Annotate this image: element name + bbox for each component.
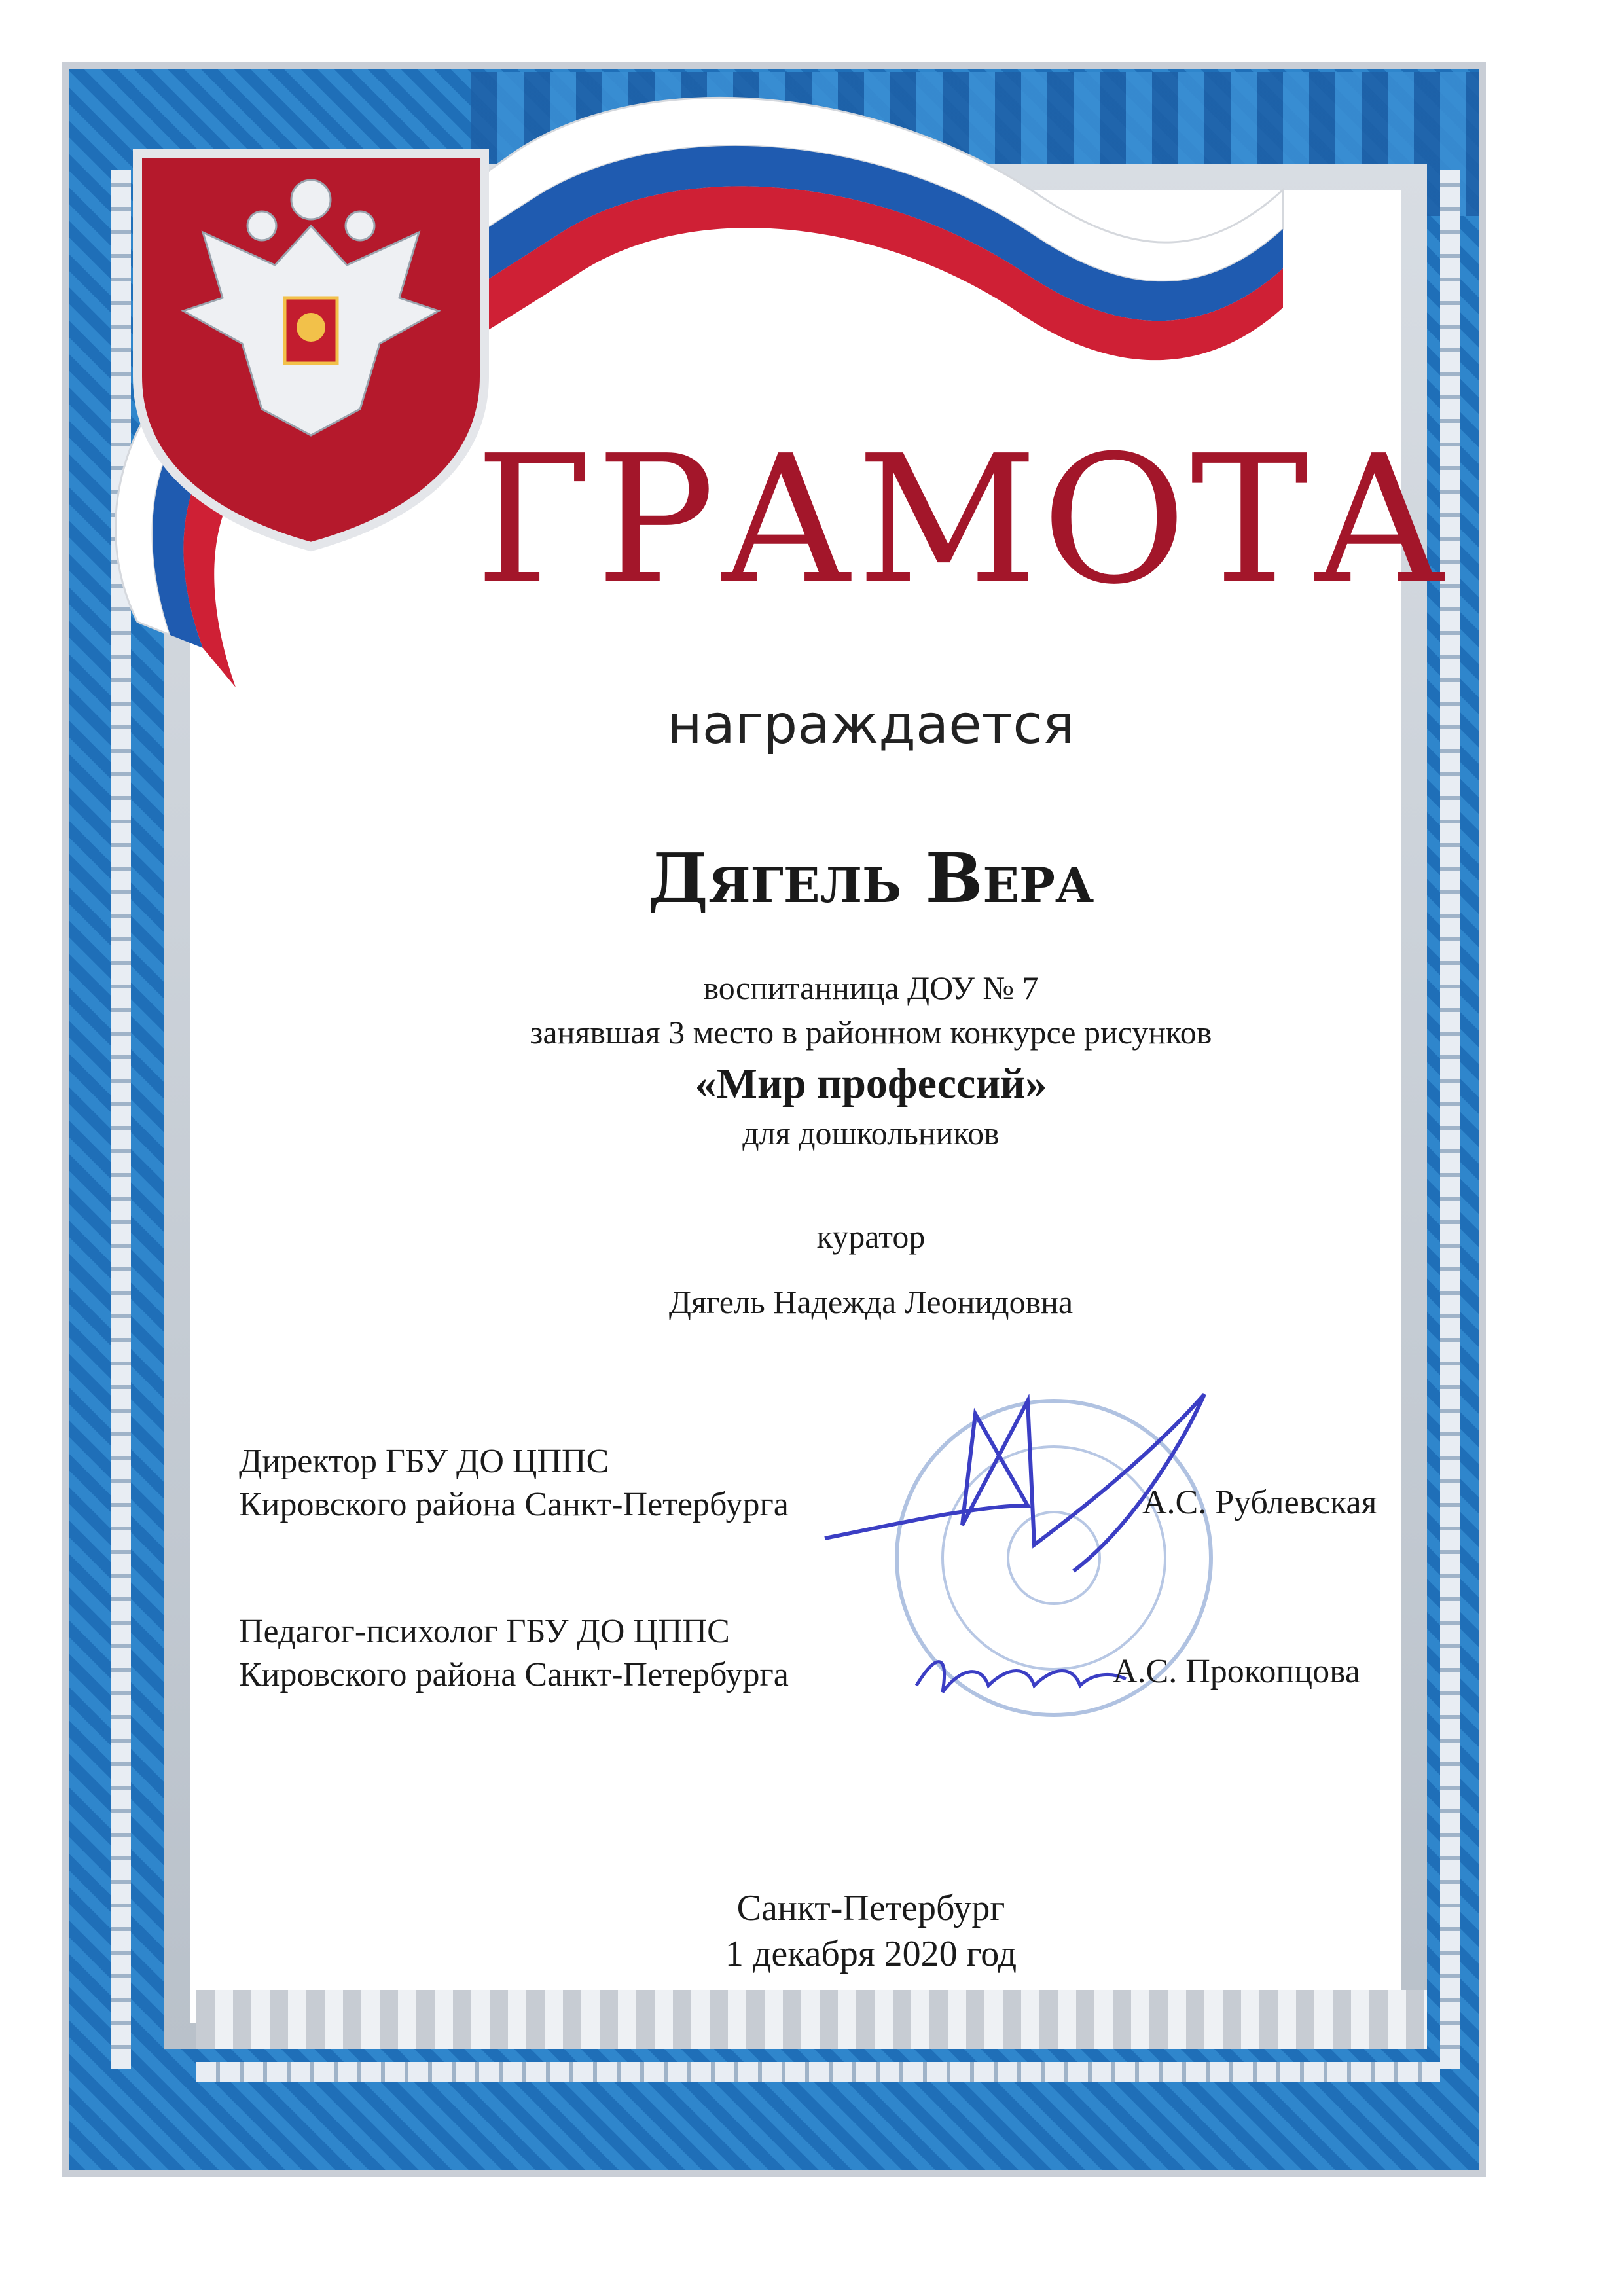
certificate-title: ГРАМОТА [475,417,1451,623]
signatory-2-name: А.С. Прокопцова [1113,1653,1361,1690]
recipient-description: воспитанница ДОУ № 7 [703,969,1039,1006]
signatory-2-position: Педагог-психолог ГБУ ДО ЦППС Кировского района Санкт-Петербурга [239,1613,789,1693]
footer-city: Санкт-Петербург [736,1888,1005,1928]
signature-1 [812,1375,1218,1584]
recipient-name: Дягель Вера [647,838,1094,918]
contest-name: «Мир профессий» [695,1060,1047,1108]
bottom-chain-ornament [196,2062,1440,2082]
signatory-1-name: А.С. Рублевская [1142,1484,1377,1521]
signatory-1-position: Директор ГБУ ДО ЦППС Кировского района Санкт-Петербурга [239,1443,789,1523]
footer-date: 1 декабря 2020 год [725,1934,1017,1974]
footer [59,1885,1624,1977]
contest-audience: для дошкольников [742,1115,1000,1151]
bottom-ornament [196,1990,1427,2049]
achievement-text: занявшая 3 место в районном конкурсе рисунков [530,1014,1212,1051]
awarded-text: награждается [667,694,1075,756]
curator-name: Дягель Надежда Леонидовна [668,1284,1074,1320]
curator-label: куратор [816,1218,926,1255]
signature-2 [910,1640,1132,1718]
